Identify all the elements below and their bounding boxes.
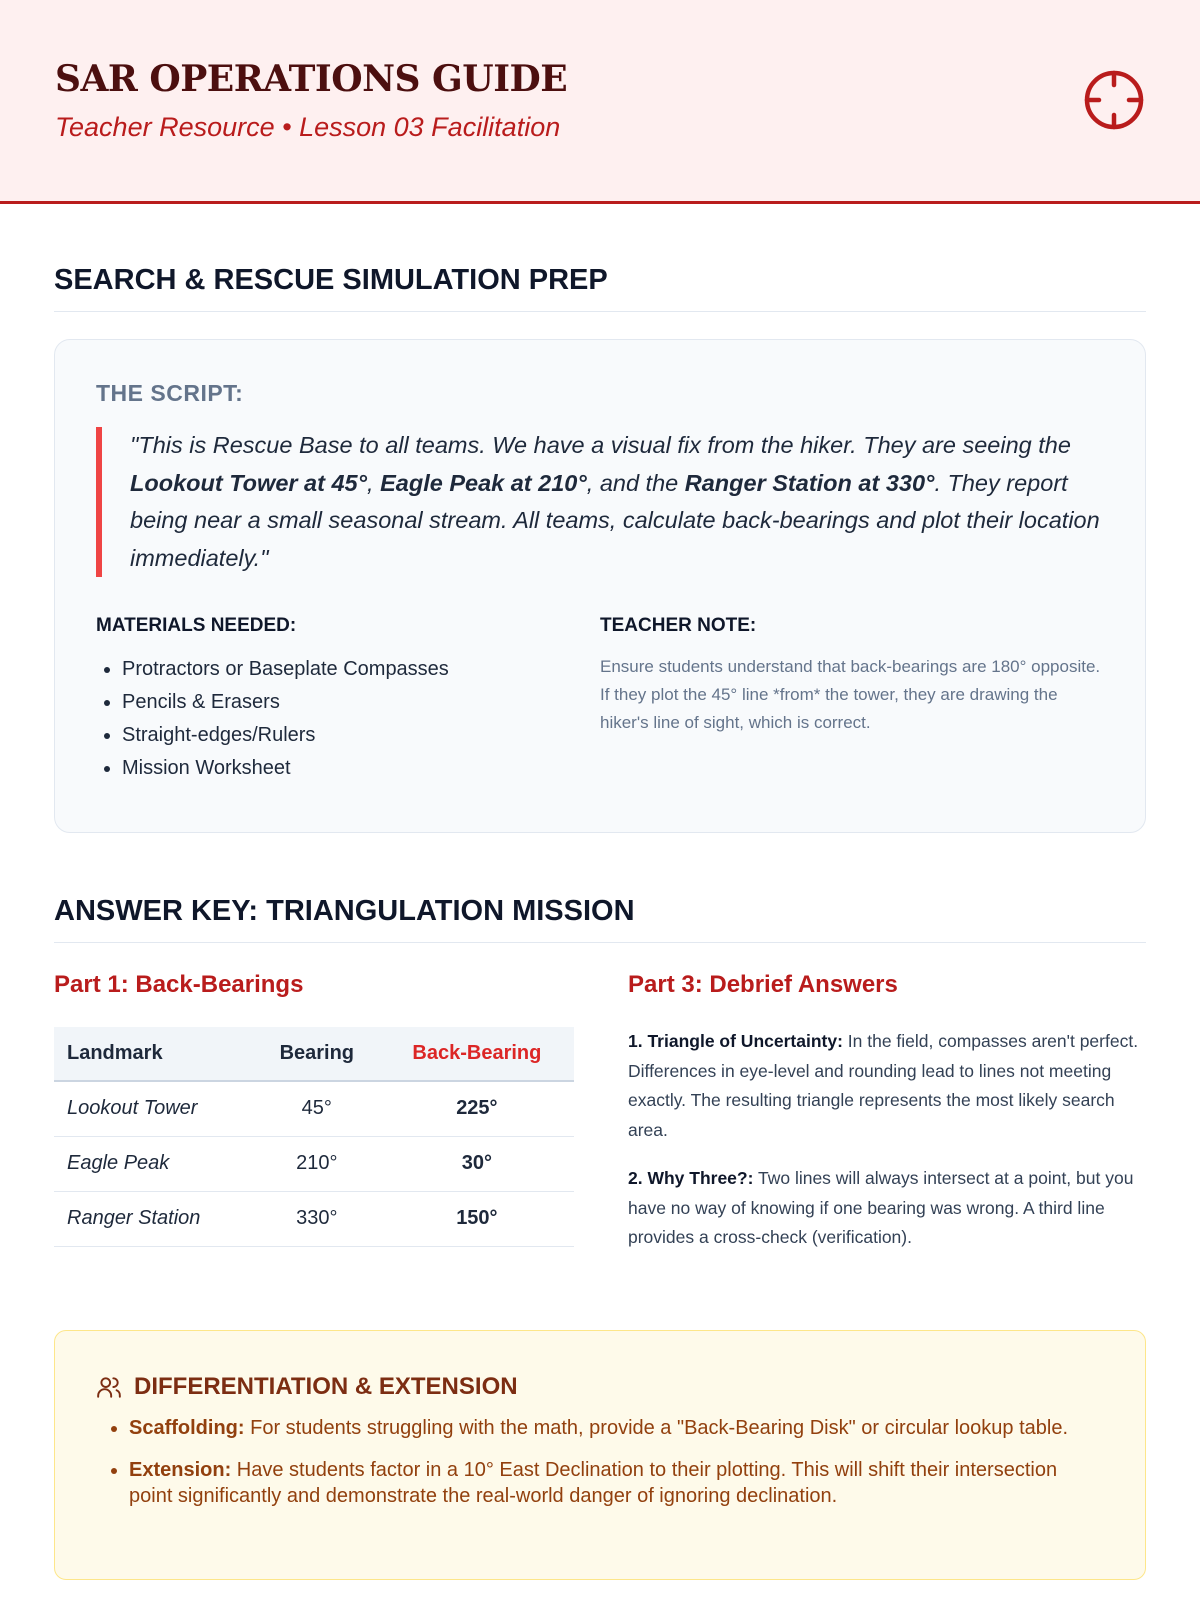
- page-header: [0, 0, 1200, 204]
- debrief-answer: [628, 1164, 1146, 1253]
- column-header: Back-Bearing: [380, 1027, 574, 1081]
- cell: 210°: [254, 1136, 380, 1191]
- cell: Eagle Peak: [54, 1136, 254, 1191]
- teacher-note-section: [600, 615, 1104, 785]
- list-item: • Straight-edges/Rulers: [122, 719, 600, 752]
- cell: Ranger Station: [54, 1191, 254, 1246]
- debrief-label: 1. Triangle of Uncertainty:: [628, 1031, 843, 1051]
- debrief-answer: [628, 1027, 1146, 1145]
- column-header: Landmark: [54, 1027, 254, 1081]
- quote-bold: Lookout Tower at 45°: [130, 469, 368, 496]
- materials-heading: MATERIALS NEEDED:: [96, 615, 297, 636]
- list-item: [129, 1457, 1104, 1509]
- back-bearing-table: [54, 1027, 574, 1247]
- quote-text: , and the: [586, 469, 685, 496]
- differentiation-heading: DIFFERENTIATION & EXTENSION: [134, 1372, 518, 1400]
- materials-section: [96, 615, 600, 785]
- section-heading-prep: SEARCH & RESCUE SIMULATION PREP: [54, 264, 1146, 312]
- item-text: Have students factor in a 10° East Declination to their plotting. This will shift their intersection point significantly and demonstrate the real-world danger of ignoring declination.: [129, 1458, 1058, 1507]
- list-item: • Pencils & Erasers: [122, 686, 600, 719]
- cell: Lookout Tower: [54, 1081, 254, 1136]
- debrief-text: In the field, compasses aren't perfect. Differences in eye-level and rounding lead to lines not meeting exactly. The resulting triangle represents the most likely search area.: [628, 1031, 1139, 1140]
- note-heading: TEACHER NOTE:: [600, 615, 757, 636]
- quote-text: "This is Rescue Base to all teams. We have a visual fix from the hiker. They are seeing the: [130, 432, 1071, 458]
- list-item: [129, 1415, 1104, 1441]
- table-row: [54, 1081, 574, 1136]
- script-label: THE SCRIPT:: [96, 380, 244, 406]
- debrief-label: 2. Why Three?:: [628, 1168, 754, 1188]
- cell: 150°: [380, 1191, 574, 1246]
- part3-heading: Part 3: Debrief Answers: [628, 971, 898, 998]
- item-text: For students struggling with the math, provide a "Back-Bearing Disk" or circular lookup table.: [244, 1416, 1069, 1439]
- item-label: Extension:: [129, 1458, 232, 1481]
- list-item: • Mission Worksheet: [122, 752, 600, 785]
- column-header: Bearing: [254, 1027, 380, 1081]
- crosshair-icon: [1082, 68, 1146, 132]
- quote-bold: Eagle Peak at 210°: [380, 469, 587, 496]
- table-row: [54, 1191, 574, 1246]
- table-row: [54, 1136, 574, 1191]
- item-label: Scaffolding:: [129, 1416, 245, 1439]
- script-quote: [96, 427, 1104, 577]
- list-item: • Protractors or Baseplate Compasses: [122, 653, 600, 686]
- note-text: Ensure students understand that back-bearings are 180° opposite. If they plot the 45° line *from* the tower, they are drawing the hiker's line of sight, which is correct.: [600, 657, 1101, 732]
- script-card: [54, 339, 1146, 833]
- page-title: SAR OPERATIONS GUIDE: [55, 58, 568, 100]
- part1-heading: Part 1: Back-Bearings: [54, 971, 304, 998]
- debrief-text: Two lines will always intersect at a point, but you have no way of knowing if one bearing was wrong. A third line provides a cross-check (verification).: [628, 1168, 1134, 1247]
- quote-bold: Ranger Station at 330°: [684, 469, 935, 496]
- page-subtitle: Teacher Resource • Lesson 03 Facilitation: [55, 112, 561, 142]
- cell: 30°: [380, 1136, 574, 1191]
- cell: 45°: [254, 1081, 380, 1136]
- differentiation-box: [54, 1330, 1146, 1580]
- quote-text: ,: [367, 469, 381, 496]
- section-heading-answer: ANSWER KEY: TRIANGULATION MISSION: [54, 895, 1146, 943]
- cell: 330°: [254, 1191, 380, 1246]
- cell: 225°: [380, 1081, 574, 1136]
- quote-text: . They report being near a small seasonal stream. All teams, calculate back-bearings and plot their location immediately.": [130, 469, 1100, 571]
- users-icon: [96, 1374, 122, 1400]
